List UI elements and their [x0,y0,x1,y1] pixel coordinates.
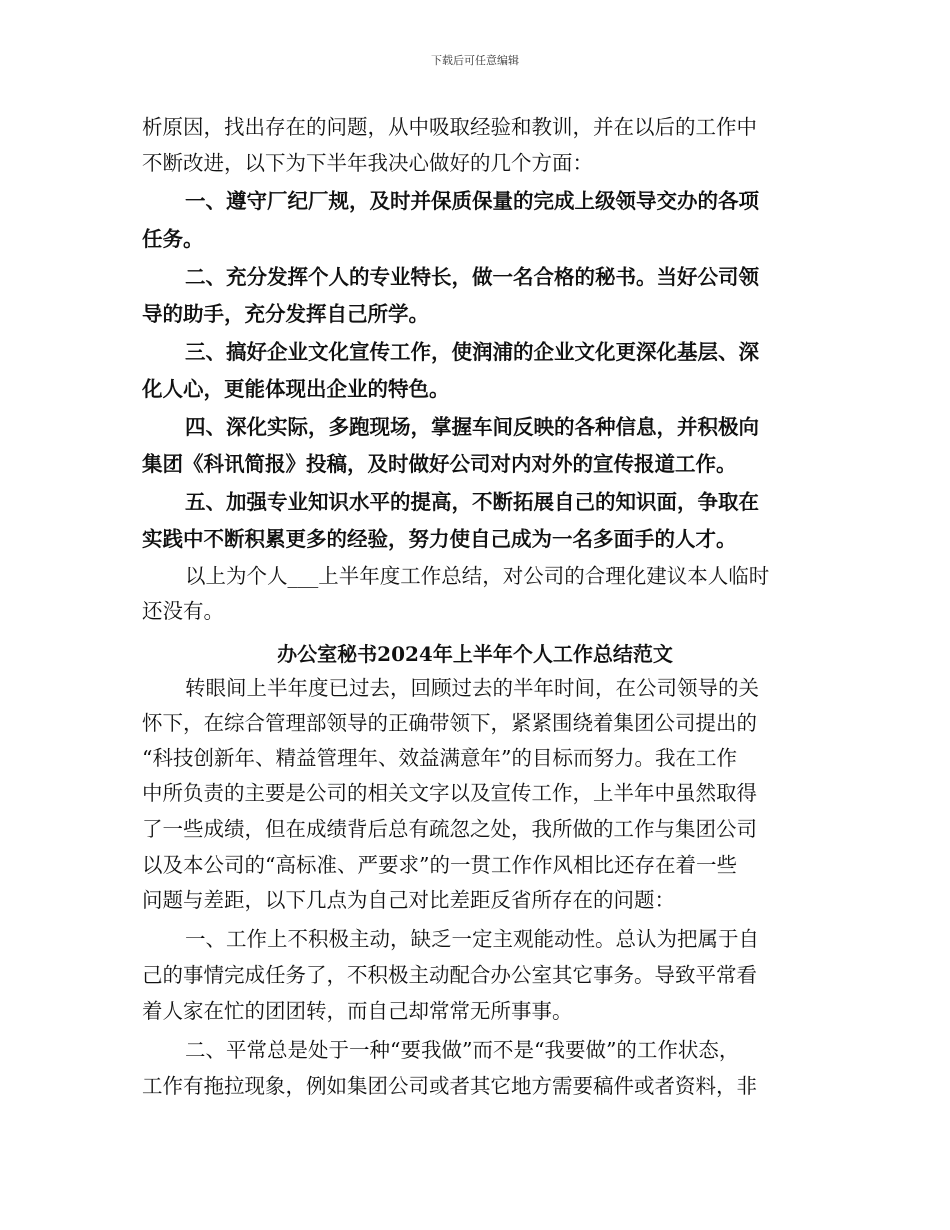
text-line: 二、充分发挥个人的专业特长，做一名合格的秘书。当好公司领 [185,265,759,289]
text-line: 一、工作上不积极主动，缺乏一定主观能动性。总认为把属于自 [185,927,759,951]
text-line: 问题与差距，以下几点为自己对比差距反省所存在的问题： [142,888,675,912]
text-line: 着人家在忙的团团转，而自己却常常无所事事。 [142,999,573,1023]
text-line: 集团《科讯简报》投稿，及时做好公司对内对外的宣传报道工作。 [142,452,737,476]
text-line: 任务。 [142,227,204,251]
text-line: 中所负责的主要是公司的相关文字以及宣传工作，上半年中虽然取得 [142,781,757,805]
text-line: 导的助手，充分发挥自己所学。 [142,302,429,326]
text-line: 以及本公司的“高标准、严要求”的一贯工作作风相比还存在着一些 [142,853,737,877]
text-line: 实践中不断积累更多的经验，努力使自己成为一名多面手的人才。 [142,527,737,551]
text-line: 以上为个人___上半年度工作总结，对公司的合理化建议本人临时 [185,564,770,588]
text-line: 五、加强专业知识水平的提高，不断拓展自己的知识面，争取在 [185,490,759,514]
text-line: 二、平常总是处于一种“要我做”而不是“我要做”的工作状态， [185,1038,740,1062]
text-line: 己的事情完成任务了，不积极主动配合办公室其它事务。导致平常看 [142,963,757,987]
section-title: 办公室秘书2024年上半年个人工作总结范文 [277,642,673,666]
text-line: 了一些成绩，但在成绩背后总有疏忽之处，我所做的工作与集团公司 [142,817,757,841]
text-line: 四、深化实际，多跑现场，掌握车间反映的各种信息，并积极向 [185,415,759,439]
page-header: 下载后可任意编辑 [431,54,519,67]
text-line: 析原因，找出存在的问题，从中吸取经验和教训，并在以后的工作中 [142,115,757,139]
text-line: 转眼间上半年度已过去，回顾过去的半年时间，在公司领导的关 [185,676,759,700]
text-line: 还没有。 [142,599,224,623]
text-line: 三、搞好企业文化宣传工作，使润浦的企业文化更深化基层、深 [185,340,759,364]
text-line: 不断改进，以下为下半年我决心做好的几个方面： [142,151,593,175]
text-line: 一、遵守厂纪厂规，及时并保质保量的完成上级领导交办的各项 [185,189,759,213]
text-line: 工作有拖拉现象，例如集团公司或者其它地方需要稿件或者资料，非 [142,1074,757,1098]
text-line: 怀下，在综合管理部领导的正确带领下，紧紧围绕着集团公司提出的 [142,711,757,735]
text-line: 化人心，更能体现出企业的特色。 [142,377,450,401]
text-line: “科技创新年、精益管理年、效益满意年”的目标而努力。我在工作 [142,746,737,770]
